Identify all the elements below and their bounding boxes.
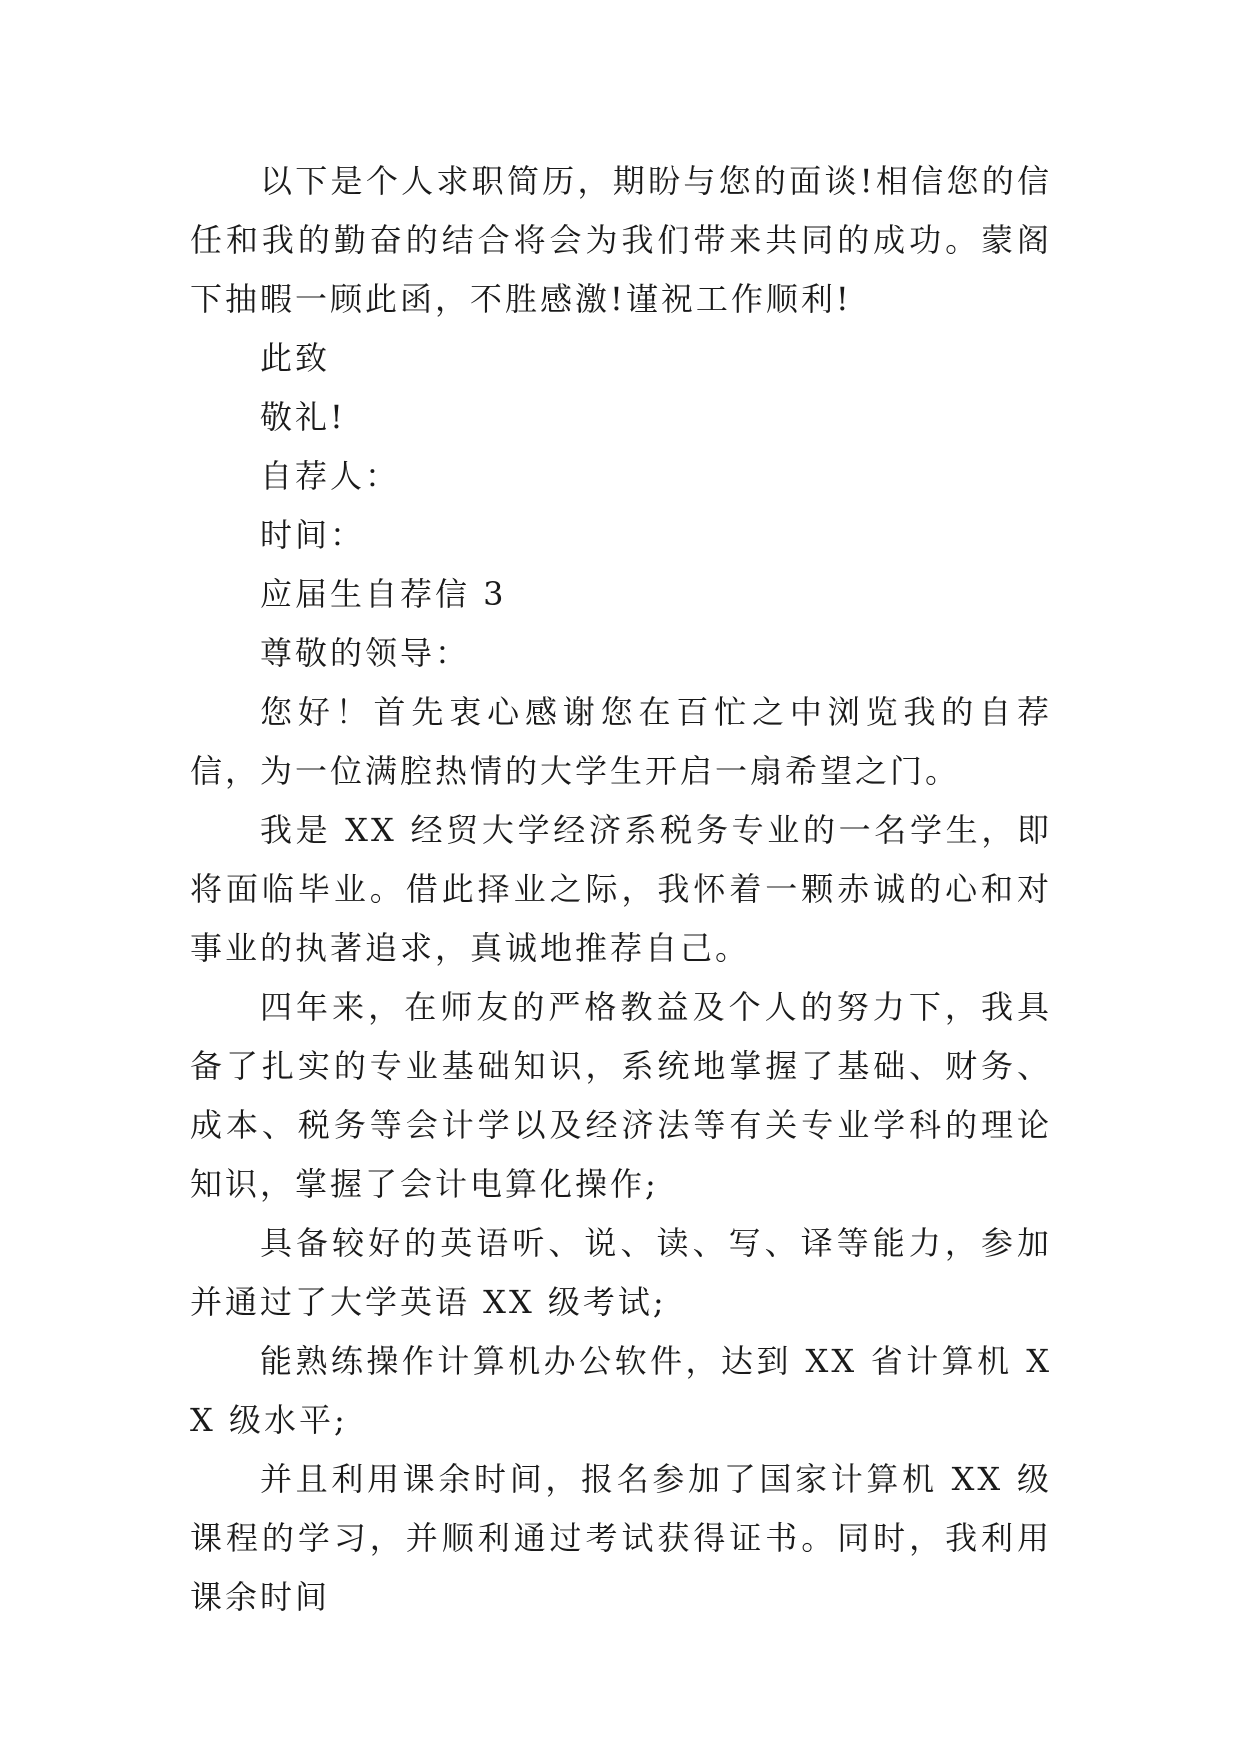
paragraph-salutation-cizhi: 此致 bbox=[260, 339, 331, 377]
letter-body bbox=[190, 152, 1052, 1627]
paragraph-education: 四年来，在师友的严格教益及个人的努力下，我具备了扎实的专业基础知识，系统地掌握了基础、财务、成本、税务等会计学以及经济法等有关专业学科的理论知识，掌握了会计电算化操作; bbox=[190, 988, 1052, 1203]
paragraph-intro: 您好！首先衷心感谢您在百忙之中浏览我的自荐信，为一位满腔热情的大学生开启一扇希望之门。 bbox=[190, 693, 1052, 790]
paragraph-date-label: 时间： bbox=[260, 516, 366, 554]
paragraph-salutation-jingli: 敬礼! bbox=[260, 398, 346, 436]
paragraph-extra-study: 并且利用课余时间，报名参加了国家计算机 XX 级课程的学习，并顺利通过考试获得证书。同时，我利用课余时间 bbox=[190, 1460, 1052, 1616]
paragraph-self-intro: 我是 XX 经贸大学经济系税务专业的一名学生，即将面临毕业。借此择业之际，我怀着一颗赤诚的心和对事业的执著追求，真诚地推荐自己。 bbox=[190, 811, 1052, 967]
paragraph-signer-label: 自荐人： bbox=[260, 457, 401, 495]
paragraph-english-skills: 具备较好的英语听、说、读、写、译等能力，参加并通过了大学英语 XX 级考试; bbox=[190, 1224, 1052, 1321]
paragraph-closing-request: 以下是个人求职简历，期盼与您的面谈!相信您的信任和我的勤奋的结合将会为我们带来共同的成功。蒙阁下抽暇一顾此函，不胜感激!谨祝工作顺利! bbox=[190, 162, 1052, 318]
paragraph-greeting: 尊敬的领导： bbox=[260, 634, 471, 672]
section-heading: 应届生自荐信 3 bbox=[260, 575, 507, 613]
paragraph-computer-skills: 能熟练操作计算机办公软件，达到 XX 省计算机 XX 级水平; bbox=[190, 1342, 1052, 1439]
